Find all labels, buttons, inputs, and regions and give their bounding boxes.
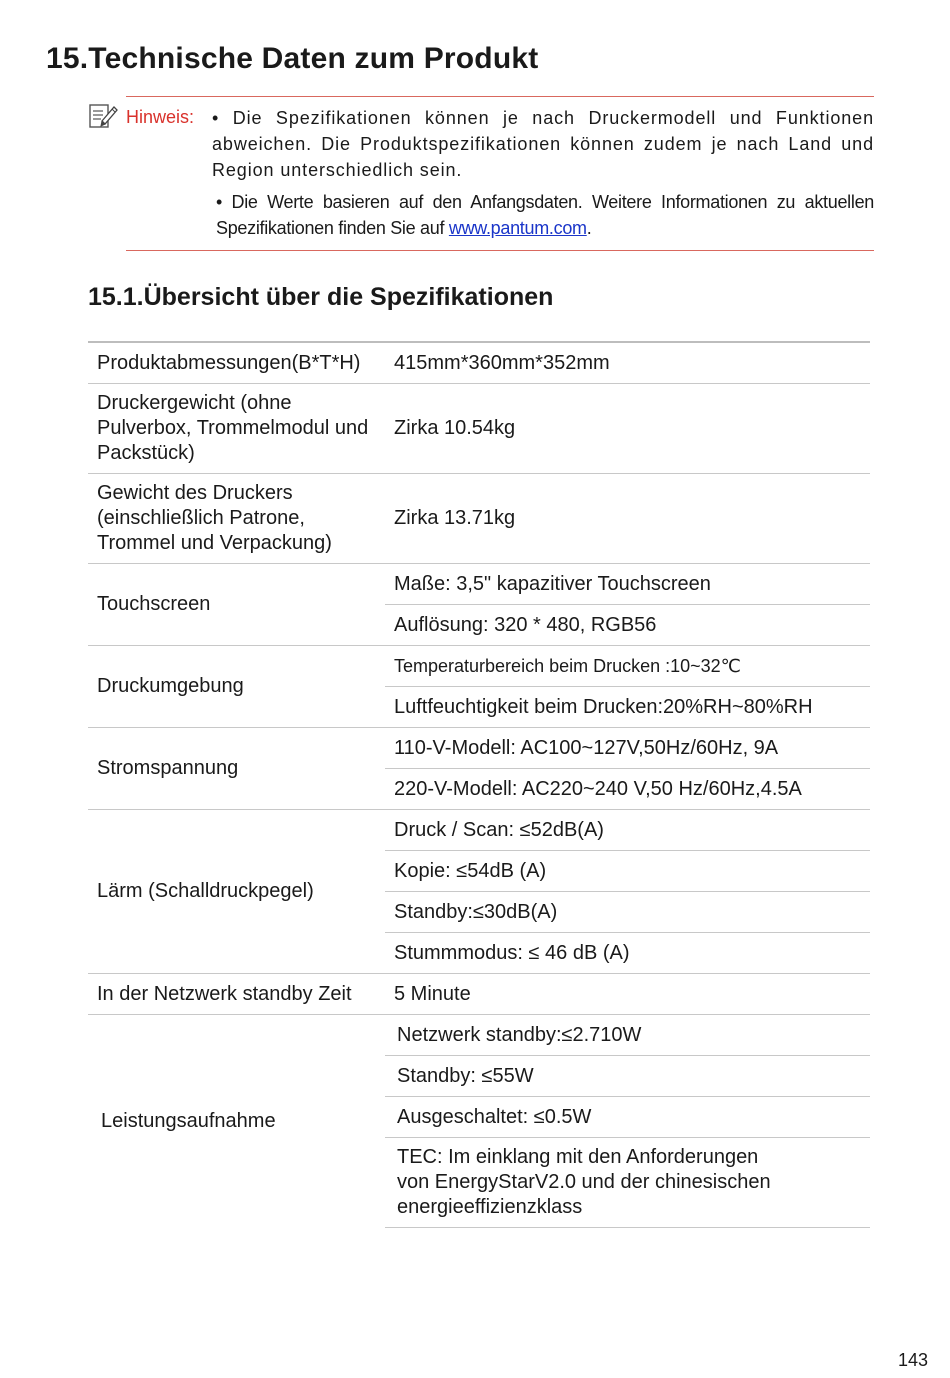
note-text bbox=[212, 105, 874, 247]
spec-label: Touchscreen bbox=[88, 564, 385, 646]
spec-value: Zirka 10.54kg bbox=[385, 384, 870, 474]
spec-label: Stromspannung bbox=[88, 728, 385, 810]
table-row bbox=[88, 728, 870, 769]
spec-value: Standby:≤30dB(A) bbox=[385, 892, 870, 933]
spec-value: Netzwerk standby:≤2.710W bbox=[385, 1015, 870, 1056]
spec-value: Auflösung: 320 * 480, RGB56 bbox=[385, 605, 870, 646]
spec-table bbox=[88, 341, 870, 1228]
pantum-link[interactable]: www.pantum.com bbox=[448, 218, 587, 238]
table-row bbox=[88, 474, 870, 564]
spec-value: Zirka 13.71kg bbox=[385, 474, 870, 564]
spec-value: Stummmodus: ≤ 46 dB (A) bbox=[385, 933, 870, 974]
note-bullet-2-suffix: . bbox=[586, 218, 592, 238]
spec-value: Temperaturbereich beim Drucken :10~32℃ bbox=[385, 646, 870, 687]
section-heading: 15.1.Übersicht über die Spezifikationen bbox=[88, 283, 554, 311]
note-label: Hinweis: bbox=[126, 107, 195, 127]
note-box bbox=[126, 96, 874, 251]
spec-value: Maße: 3,5" kapazitiver Touchscreen bbox=[385, 564, 870, 605]
table-row bbox=[88, 810, 870, 851]
spec-value: 415mm*360mm*352mm bbox=[385, 342, 870, 384]
page-number: 143 bbox=[897, 1350, 928, 1370]
spec-value: 110-V-Modell: AC100~127V,50Hz/60Hz, 9A bbox=[385, 728, 870, 769]
table-row bbox=[88, 974, 870, 1015]
spec-label: In der Netzwerk standby Zeit bbox=[88, 974, 385, 1015]
spec-value: Ausgeschaltet: ≤0.5W bbox=[385, 1097, 870, 1138]
note-bullet-2 bbox=[212, 189, 874, 241]
spec-value: Kopie: ≤54dB (A) bbox=[385, 851, 870, 892]
spec-value: Standby: ≤55W bbox=[385, 1056, 870, 1097]
spec-value: 5 Minute bbox=[385, 974, 870, 1015]
table-row bbox=[88, 564, 870, 605]
spec-label: Leistungsaufnahme bbox=[88, 1015, 385, 1228]
spec-label: Druckergewicht (ohne Pulverbox, Trommelmodul und Packstück) bbox=[88, 384, 385, 474]
table-row bbox=[88, 1015, 870, 1056]
spec-value: Luftfeuchtigkeit beim Drucken:20%RH~80%RH bbox=[385, 687, 870, 728]
note-pencil-icon bbox=[88, 101, 118, 129]
note-bullet-1: • Die Spezifikationen können je nach Druckermodell und Funktionen abweichen. Die Produktspezifikationen können zudem je nach Land und Region unterschiedlich sein. bbox=[212, 108, 874, 180]
spec-value: TEC: Im einklang mit den Anforderungen von EnergyStarV2.0 und der chinesischen energieeffizienzklass bbox=[385, 1138, 870, 1228]
spec-value: 220-V-Modell: AC220~240 V,50 Hz/60Hz,4.5A bbox=[385, 769, 870, 810]
note-bullet-2-text: • Die Werte basieren auf den Anfangsdaten. Weitere Informationen zu aktuellen Spezifikationen finden Sie auf bbox=[216, 192, 874, 238]
chapter-heading: 15.Technische Daten zum Produkt bbox=[46, 42, 539, 75]
table-row bbox=[88, 342, 870, 384]
table-row bbox=[88, 384, 870, 474]
table-row bbox=[88, 646, 870, 687]
spec-label: Lärm (Schalldruckpegel) bbox=[88, 810, 385, 974]
spec-label: Gewicht des Druckers (einschließlich Patrone, Trommel und Verpackung) bbox=[88, 474, 385, 564]
spec-label: Produktabmessungen(B*T*H) bbox=[88, 342, 385, 384]
spec-label: Druckumgebung bbox=[88, 646, 385, 728]
spec-value: Druck / Scan: ≤52dB(A) bbox=[385, 810, 870, 851]
